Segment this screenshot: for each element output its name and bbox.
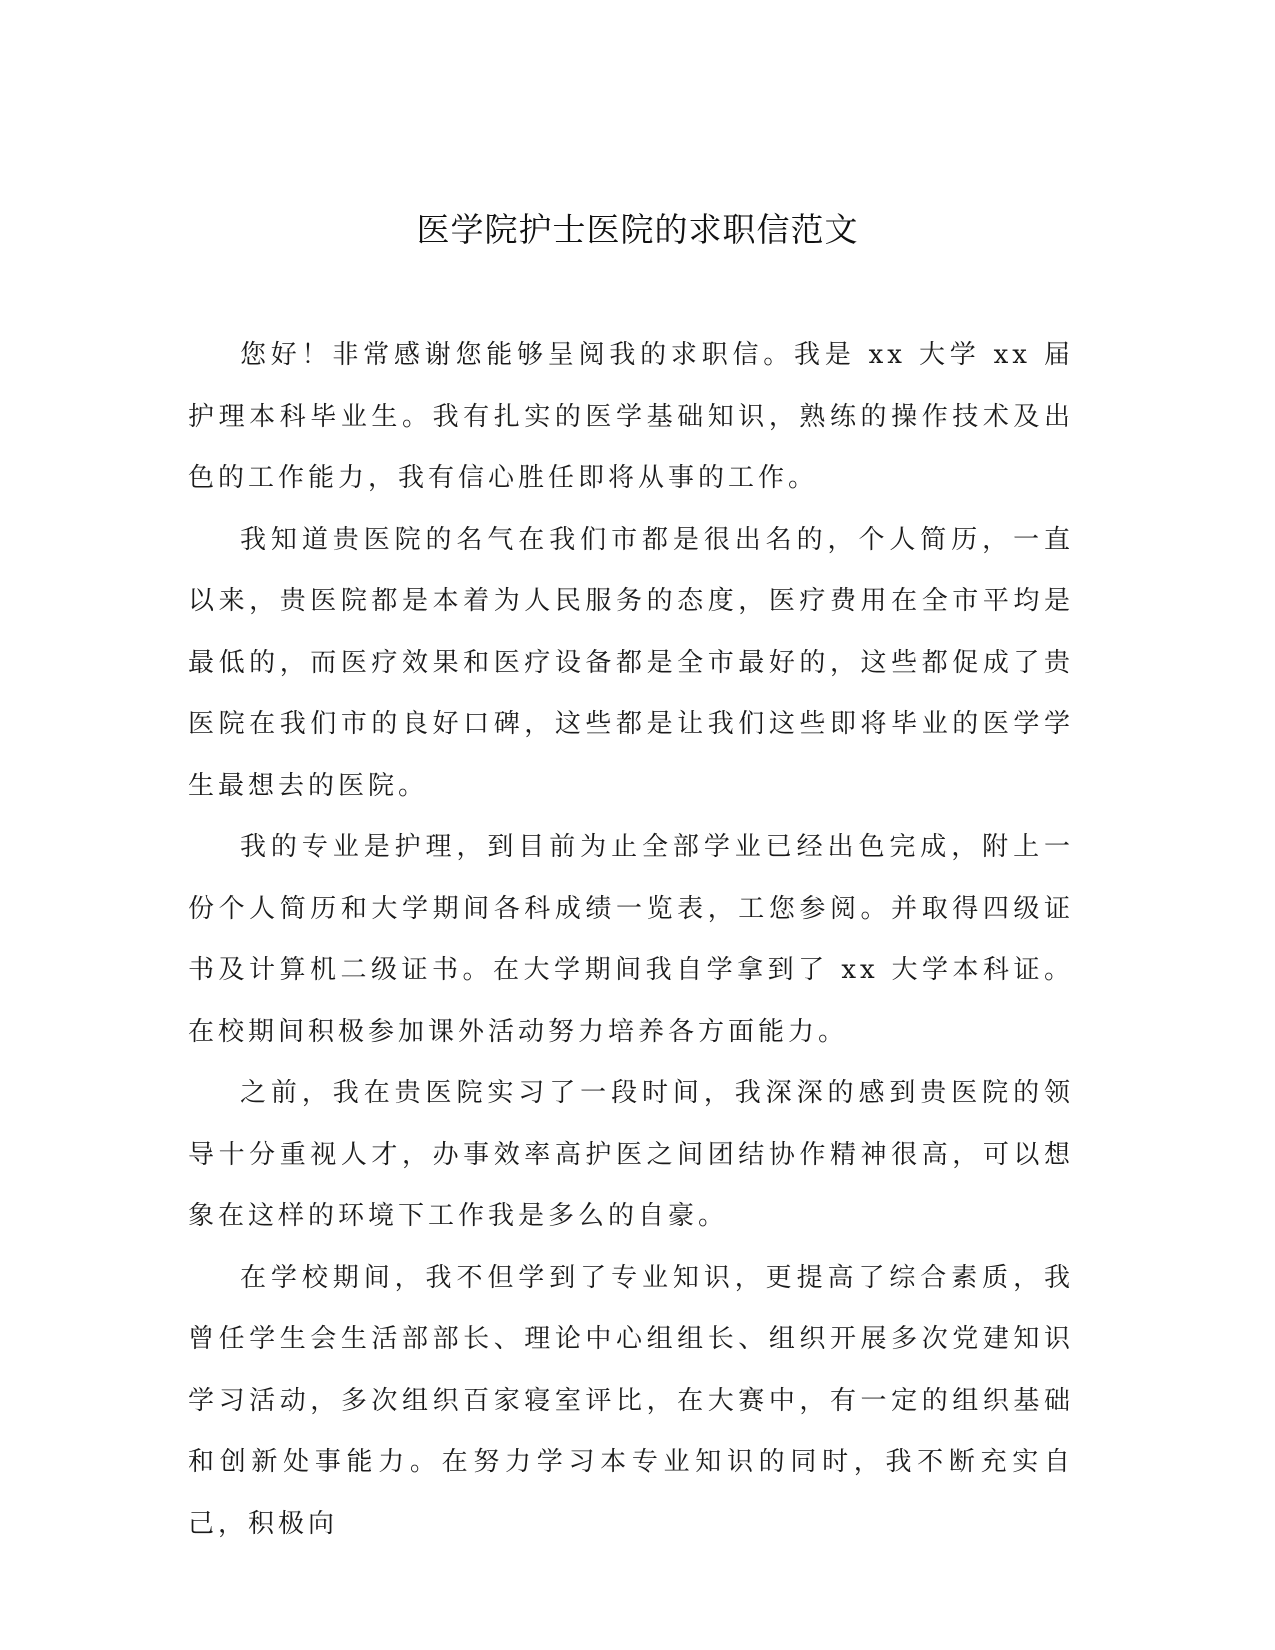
paragraph-5: 在学校期间，我不但学到了专业知识，更提高了综合素质，我曾任学生会生活部部长、理论中心组组长、组织开展多次党建知识学习活动，多次组织百家寝室评比，在大赛中，有一定的组织基础和创新处事能力。在努力学习本专业知识的同时，我不断充实自己，积极向 xyxy=(188,1262,1074,1539)
paragraph-3: 我的专业是护理，到目前为止全部学业已经出色完成，附上一份个人简历和大学期间各科成绩一览表，工您参阅。并取得四级证书及计算机二级证书。在大学期间我自学拿到了 xx 大学本科证。在校期间积极参加课外活动努力培养各方面能力。 xyxy=(188,832,1074,1047)
document-title: 医学院护士医院的求职信范文 xyxy=(416,210,859,249)
document-body xyxy=(188,325,1074,1555)
paragraph-4: 之前，我在贵医院实习了一段时间，我深深的感到贵医院的领导十分重视人才，办事效率高护医之间团结协作精神很高，可以想象在这样的环境下工作我是多么的自豪。 xyxy=(188,1078,1074,1231)
paragraph-1: 您好！非常感谢您能够呈阅我的求职信。我是 xx 大学 xx 届护理本科毕业生。我有扎实的医学基础知识，熟练的操作技术及出色的工作能力，我有信心胜任即将从事的工作。 xyxy=(188,340,1074,493)
paragraph-2: 我知道贵医院的名气在我们市都是很出名的，个人简历，一直以来，贵医院都是本着为人民服务的态度，医疗费用在全市平均是最低的，而医疗效果和医疗设备都是全市最好的，这些都促成了贵医院在我们市的良好口碑，这些都是让我们这些即将毕业的医学学生最想去的医院。 xyxy=(188,524,1074,801)
